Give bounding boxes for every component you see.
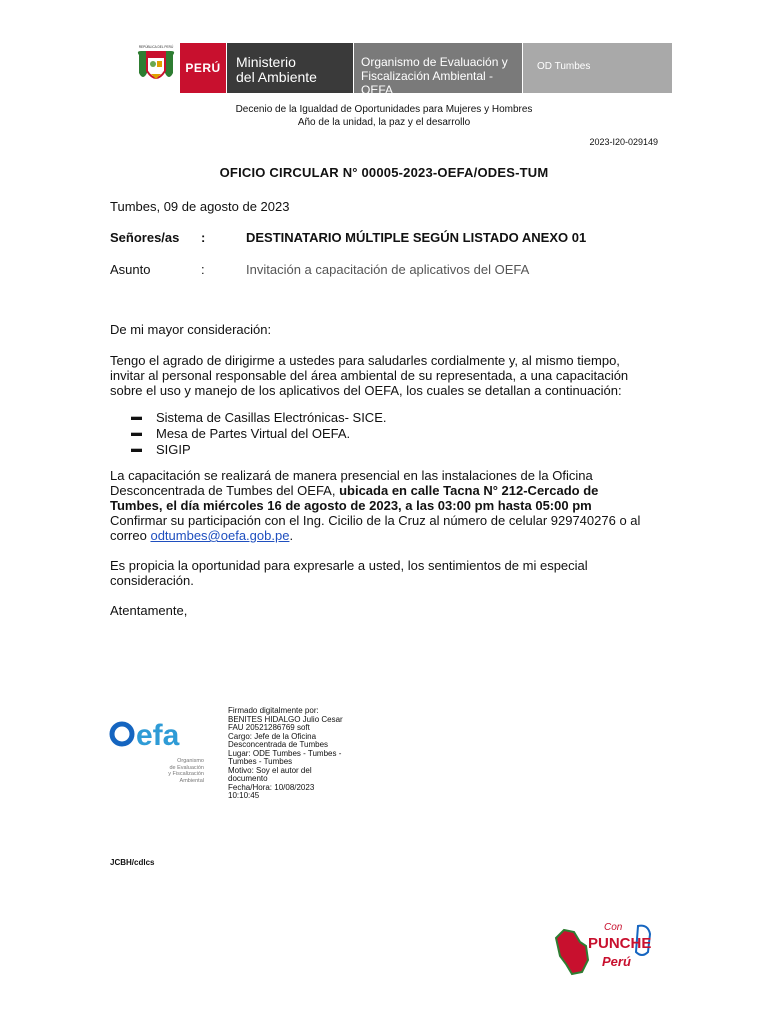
decenio-line1: Decenio de la Igualdad de Oportunidades para Mujeres y Hombres — [235, 104, 533, 115]
punche-line3: Perú — [602, 954, 631, 969]
initials: JCBH/cdlcs — [110, 858, 155, 867]
bullet-icon: ▬ — [131, 411, 142, 423]
oefa-subtitle — [150, 758, 204, 784]
closing-line2: consideración. — [110, 573, 194, 588]
signature-line: documento — [228, 774, 268, 783]
closing-paragraph — [110, 558, 658, 588]
details-line3-bold: Tumbes, el día miércoles 16 de agosto de 2023, a las 03:00 pm hasta 05:00 pm — [110, 498, 592, 513]
oefa-sub-line4: Ambiental — [179, 777, 204, 784]
con-punche-peru-logo — [552, 916, 658, 978]
details-line5-prefix: correo — [110, 528, 151, 543]
signature-line: Lugar: ODE Tumbes - Tumbes - — [228, 748, 342, 758]
oefa-sub-line2: de Evaluación — [169, 764, 204, 771]
recipient-colon: : — [201, 230, 206, 245]
punche-line2: PUNCHE — [588, 935, 652, 952]
digital-signature — [228, 707, 368, 801]
peru-banner — [180, 43, 226, 93]
signature-line: Motivo: Soy el autor del — [228, 765, 312, 775]
org-line1: Organismo de Evaluación y — [361, 55, 508, 69]
farewell: Atentamente, — [110, 603, 188, 618]
ministry-line2: del Ambiente — [236, 69, 317, 85]
bullet-icon: ▬ — [131, 427, 142, 439]
signature-line: Firmado digitalmente por: — [228, 706, 319, 715]
org-line2: Fiscalización Ambiental - OEFA — [361, 69, 494, 97]
signature-line: BENITES HIDALGO Julio Cesar — [228, 714, 343, 724]
details-paragraph — [110, 468, 658, 543]
subject-label: Asunto — [110, 262, 151, 277]
recipient-label: Señores/as — [110, 230, 180, 245]
document-title: OFICIO CIRCULAR N° 00005-2023-OEFA/ODES-TUM — [219, 165, 549, 180]
decenio-text — [0, 103, 768, 129]
ministry-line1: Ministerio — [236, 54, 296, 70]
greeting: De mi mayor consideración: — [110, 322, 272, 337]
document-reference: 2023-I20-029149 — [589, 137, 658, 147]
ministry-banner — [227, 43, 353, 93]
details-line2-normal: Desconcentrada de Tumbes del OEFA, — [110, 483, 340, 498]
office-banner — [523, 43, 672, 93]
signature-line: Desconcentrada de Tumbes — [228, 740, 329, 749]
oefa-sub-line1: Organismo — [177, 758, 204, 764]
list-item: Mesa de Partes Virtual del OEFA. — [156, 426, 351, 441]
list-item: Sistema de Casillas Electrónicas- SICE. — [156, 410, 387, 425]
shield-label: REPÚBLICA DEL PERÚ — [138, 45, 174, 49]
organization-banner — [354, 43, 522, 97]
peru-label: PERÚ — [185, 61, 221, 75]
closing-line1: Es propicia la oportunidad para expresarle a usted, los sentimientos de mi especial — [110, 558, 588, 573]
oefa-wordmark: efa — [136, 719, 180, 752]
office-label: OD Tumbes — [537, 61, 591, 72]
document-date: Tumbes, 09 de agosto de 2023 — [110, 199, 290, 214]
decenio-line2: Año de la unidad, la paz y el desarrollo — [297, 117, 471, 128]
list-item: SIGIP — [156, 442, 191, 457]
recipient-value: DESTINATARIO MÚLTIPLE SEGÚN LISTADO ANEXO 01 — [246, 230, 587, 245]
signature-line: 10:10:45 — [228, 791, 260, 800]
signature-line: Cargo: Jefe de la Oficina — [228, 731, 317, 741]
signature-line: FAU 20521286769 soft — [228, 723, 310, 732]
signature-line: Tumbes - Tumbes — [228, 757, 293, 766]
bullet-icon: ▬ — [131, 443, 142, 455]
coat-of-arms-icon — [133, 43, 179, 93]
details-line5-suffix: . — [289, 528, 294, 543]
email-link[interactable]: odtumbes@oefa.gob.pe — [150, 528, 290, 543]
intro-paragraph — [110, 353, 658, 398]
punche-line1: Con — [604, 922, 623, 933]
intro-line3: sobre el uso y manejo de los aplicativos del OEFA, los cuales se detallan a continuación: — [110, 383, 622, 398]
signature-line: Fecha/Hora: 10/08/2023 — [228, 782, 315, 792]
oefa-sub-line3: y Fiscalización — [168, 771, 204, 777]
details-line1: La capacitación se realizará de manera presencial en las instalaciones de la Oficina — [110, 468, 593, 483]
intro-line2: invitar al personal responsable del área ambiental de su representada, a una capacitación — [110, 368, 629, 383]
subject-value: Invitación a capacitación de aplicativos del OEFA — [246, 262, 530, 277]
details-line2-bold: ubicada en calle Tacna N° 212-Cercado de — [339, 483, 599, 498]
subject-colon: : — [201, 262, 205, 277]
intro-line1: Tengo el agrado de dirigirme a ustedes para saludarles cordialmente y, al mismo tiempo, — [110, 353, 620, 368]
details-line4: Confirmar su participación con el Ing. Cicilio de la Cruz al número de celular 929740276 o al — [110, 513, 641, 528]
